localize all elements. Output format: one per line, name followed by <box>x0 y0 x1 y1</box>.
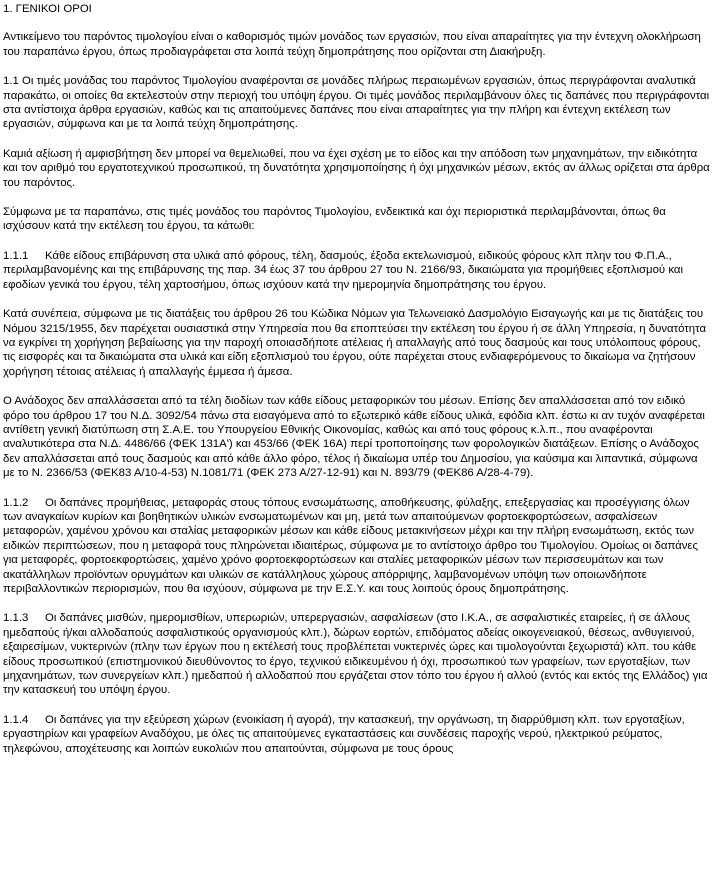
clause-text: Οι δαπάνες μισθών, ημερομισθίων, υπερωριών, υπερεργασιών, ασφαλίσεων (στο Ι.Κ.Α., σε ασφαλιστικές εταιρείες, ή σε άλλους ημεδαπούς ή/και αλλοδαπούς ασφαλιστικούς οργανισμούς κλπ.), δώρων εορτών, επιδόματος αδείας οικογενειακού, θέσεως, ανθυγιεινού, εξαιρεσίμων, νυκτερινών (πλην των έργων που η εκτέλεσή τους προβλέπεται νυκτερινές ώρες και τιμολογούνται ξεχωριστά) κλπ. του κάθε είδους προσωπικού (επιστημονικού διευθύνοντος το έργο, τεχνικού ειδικευμένου ή όχι, προσωπικού των γραφείων, των εργοταξίων, των μηχανημάτων, των συνεργείων κλπ.) ημεδαπού ή αλλοδαπού που εργάζεται στον τόπο του έργου ή αλλού (εντός και εκτός της Ελλάδος) για την κατασκευή του υπόψη έργου. <box>3 612 708 697</box>
paragraph-no-claims: Καμιά αξίωση ή αμφισβήτηση δεν μπορεί να θεμελιωθεί, που να έχει σχέση με το είδος και την απόδοση των μηχανημάτων, την ειδικότητα και τον αριθμό του εργατοτεχνικού προσωπικού, τη δυνατότητα χρησιμοποίησης ή όχι μηχανικών μέσων, εκτός αν άλλως ορίζεται στα άρθρα του παρόντος. <box>3 147 710 189</box>
clause-text: Οι δαπάνες προμήθειας, μεταφοράς στους τόπους ενσωμάτωσης, αποθήκευσης, φύλαξης, επεξεργασίας και προσέγγισης όλων των αναγκαίων κυρίων και βοηθητικών υλικών ενσωματωμένων και μη, μετά των απαιτούμενων φορτοεκφορτώσεων, ασφαλίσεων μεταφορών, χαμένου χρόνου και σταλίας μεταφορικών μέσων και κάθε είδους μετακινήσεων μέχρι και την πλήρη ενσωμάτωση, εκτός των ειδικών περιπτώσεων, που η μεταφορά τους πληρώνεται ιδιαιτέρως, σύμφωνα με το αντίστοιχο άρθρο του Τιμολογίου. Ομοίως οι δαπάνες για μεταφορές, φορτοεκφορτώσεις, χαμένο χρόνο φορτοεκφορτώσεων και σταλίες μεταφορικών μέσων των περισσευμάτων και των ακατάλληλων προϊόντων ορυγμάτων και υλικών σε κατάλληλους χώρους απόρριψης, λαμβανομένων υπόψη των οποιωνδήποτε περιβαλλοντικών περιορισμών, που θα ισχύουν, σύμφωνα με την Ε.Σ.Υ. και τους λοιπούς όρους δημοπράτησης. <box>3 496 698 595</box>
clause-number: 1.1.1 <box>3 249 29 262</box>
paragraph-consequently: Κατά συνέπεια, σύμφωνα με τις διατάξεις του άρθρου 26 του Κώδικα Νόμων για Τελωνειακό Δασμολόγιο Εισαγωγής και με τις διατάξεις του Νόμου 3215/1955, δεν παρέχεται ουσιαστικά στην Υπηρεσία που θα εποπτεύσει την εκτέλεση του έργου ή σε άλλη Υπηρεσία, η δυνατότητα να εγκρίνει τη χορήγηση βεβαίωσης για την παροχή οποιασδήποτε ατέλειας ή απαλλαγής από τους δασμούς και τους υπόλοιπους φόρους, τις εισφορές και τα δικαιώματα στα υλικά και είδη εξοπλισμού του έργου, ούτε παρέχεται στους ενδιαφερόμενους το δικαίωμα να ζητήσουν χορήγηση τέτοιας ατέλειας ή απαλλαγής έμμεσα ή άμεσα. <box>3 308 707 378</box>
clause-number: 1.1.3 <box>3 612 29 625</box>
clause-1-1-3 <box>3 611 711 697</box>
paragraph-contractor-tolls: Ο Ανάδοχος δεν απαλλάσσεται από τα τέλη διοδίων των κάθε είδους μεταφορικών του μέσων. Επίσης δεν απαλλάσσεται από τον ειδικό φόρο του άρθρου 17 του Ν.Δ. 3092/54 πάνω στα εισαγόμενα από το εξωτερικό κάθε είδους υλικά, εφόδια κλπ. έστω κι αν τυχόν αναφέρεται αντίθετη γενική διατύπωση στη Σ.Α.Ε. του Υπουργείου Εθνικής Οικονομίας, καθώς και από τους φόρους κ.λ.π., που αναφέρονται αναλυτικότερα στα Ν.Δ. 4486/66 (ΦΕΚ 131Α') και 453/66 (ΦΕΚ 16Α) περί τροποποίησης των φορολογικών διατάξεων. Επίσης ο Ανάδοχος δεν απαλλάσσεται από τους δασμούς και από κάθε άλλο φόρο, τέλος ή δικαίωμα υπέρ του Δημοσίου, για καύσιμα και λιπαντικά, σύμφωνα με το Ν. 2366/53 (ΦΕΚ83 Α/10-4-53) Ν.1081/71 (ΦΕΚ 273 Α/27-12-91) και Ν. 893/79 (ΦΕΚ86 Α/28-4-79). <box>3 395 705 480</box>
clause-number: 1.1.2 <box>3 496 29 509</box>
paragraph-1-1: 1.1 Οι τιμές μονάδας του παρόντος Τιμολογίου αναφέρονται σε μονάδες πλήρως περαιωμένων εργασιών, όπως περιγράφονται αναλυτικά παρακάτω, οι οποίες θα εκτελεστούν στην περιοχή του υπόψη έργου. Οι τιμές μονάδος περιλαμβάνουν όλες τις δαπάνες που περιγράφονται στα αντίστοιχα άρθρα εργασιών, καθώς και τις απαιτούμενες δαπάνες που είναι απαραίτητες για την πλήρη και έντεχνη εκτέλεση των εργασιών, σύμφωνα και με τα λοιπά τεύχη δημοπράτησης. <box>3 75 710 131</box>
clause-text: Κάθε είδους επιβάρυνση στα υλικά από φόρους, τέλη, δασμούς, έξοδα εκτελωνισμού, ειδικούς φόρους κλπ πλην του Φ.Π.Α., περιλαμβανομένης και της επιβάρυνσης της παρ. 34 έως 37 του άρθρου 27 του Ν. 2166/93, δικαιώματα για προμήθειες εξοπλισμού και εφοδίων γενικά του έργου, τέλη χαρτοσήμου, όπως ισχύουν κατά την ημερομηνία δημοπράτησης του έργου. <box>3 249 683 291</box>
clause-1-1-4 <box>3 713 711 756</box>
clause-1-1-1 <box>3 249 711 292</box>
clause-number: 1.1.4 <box>3 713 29 726</box>
clause-text: Οι δαπάνες για την εξεύρεση χώρων (ενοικίαση ή αγορά), την κατασκευή, την οργάνωση, τη διαρρύθμιση κλπ. των εργοταξίων, εργαστηρίων και γραφείων Αναδόχου, με όλες τις απαιτούμενες εγκαταστάσεις και συνδέσεις παροχής νερού, ηλεκτρικού ρεύματος, τηλεφώνου, αποχέτευσης και λοιπών ευκολιών που απαιτούνται, σύμφωνα με τους όρους <box>3 713 685 755</box>
paragraph-intro: Αντικείμενο του παρόντος τιμολογίου είναι ο καθορισμός τιμών μονάδος των εργασιών, που είναι απαραίτητες για την έντεχνη ολοκλήρωση του παραπάνω έργου, όπως προδιαγράφεται στα λοιπά τεύχη δημοπράτησης που ορίζονται στη Διακήρυξη. <box>3 31 701 58</box>
paragraph-accordingly: Σύμφωνα με τα παραπάνω, στις τιμές μονάδος του παρόντος Τιμολογίου, ενδεικτικά και όχι περιοριστικά περιλαμβάνονται, όπως θα ισχύσουν κατά την εκτέλεση του έργου, τα κάτωθι: <box>3 206 666 233</box>
section-heading: 1. ΓΕΝΙΚΟΙ ΟΡΟΙ <box>3 3 92 15</box>
clause-1-1-2 <box>3 496 711 597</box>
document-page <box>3 2 711 771</box>
